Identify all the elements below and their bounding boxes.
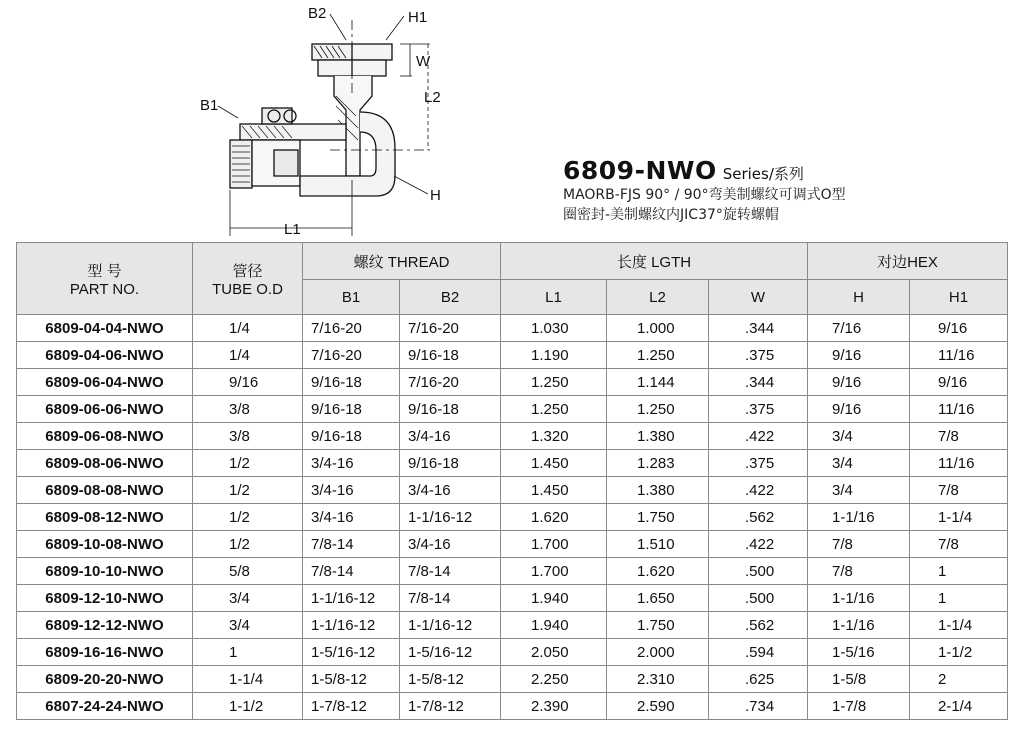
cell-l2: 1.620 xyxy=(607,558,709,585)
cell-l1: 1.450 xyxy=(501,450,607,477)
header-tube-od: 管径 TUBE O.D xyxy=(193,243,303,315)
header-part-no: 型 号 PART NO. xyxy=(17,243,193,315)
cell-h: 1-7/8 xyxy=(808,693,910,720)
cell-h1: 7/8 xyxy=(910,531,1008,558)
cell-l1: 1.700 xyxy=(501,531,607,558)
table-row xyxy=(17,531,1008,558)
cell-h1: 1 xyxy=(910,585,1008,612)
cell-w: .500 xyxy=(709,585,808,612)
table-row xyxy=(17,639,1008,666)
cell-b2: 1-5/8-12 xyxy=(400,666,501,693)
label-h: H xyxy=(430,187,441,204)
cell-h: 9/16 xyxy=(808,342,910,369)
cell-l1: 1.450 xyxy=(501,477,607,504)
cell-l2: 2.000 xyxy=(607,639,709,666)
cell-tube-od: 1 xyxy=(193,639,303,666)
cell-h1: 11/16 xyxy=(910,450,1008,477)
cell-b2: 3/4-16 xyxy=(400,531,501,558)
header-b1: B1 xyxy=(303,280,400,315)
cell-part-no: 6809-08-06-NWO xyxy=(17,450,193,477)
table-row xyxy=(17,315,1008,342)
cell-tube-od: 5/8 xyxy=(193,558,303,585)
cell-l1: 1.940 xyxy=(501,612,607,639)
cell-part-no: 6809-08-12-NWO xyxy=(17,504,193,531)
cell-l1: 1.940 xyxy=(501,585,607,612)
cell-part-no: 6809-06-08-NWO xyxy=(17,423,193,450)
cell-b2: 3/4-16 xyxy=(400,477,501,504)
series-title xyxy=(563,156,1003,185)
cell-h1: 7/8 xyxy=(910,477,1008,504)
cell-b1: 9/16-18 xyxy=(303,423,400,450)
cell-l2: 2.310 xyxy=(607,666,709,693)
cell-w: .422 xyxy=(709,477,808,504)
cell-h1: 9/16 xyxy=(910,369,1008,396)
cell-l2: 1.750 xyxy=(607,504,709,531)
cell-b1: 3/4-16 xyxy=(303,450,400,477)
table-body xyxy=(17,315,1008,720)
cell-w: .375 xyxy=(709,396,808,423)
cell-b2: 9/16-18 xyxy=(400,450,501,477)
cell-part-no: 6809-10-08-NWO xyxy=(17,531,193,558)
table-row xyxy=(17,396,1008,423)
cell-b1: 1-7/8-12 xyxy=(303,693,400,720)
cell-h: 3/4 xyxy=(808,450,910,477)
cell-h1: 1-1/4 xyxy=(910,504,1008,531)
cell-w: .500 xyxy=(709,558,808,585)
table-row xyxy=(17,342,1008,369)
cell-h1: 2-1/4 xyxy=(910,693,1008,720)
cell-l1: 1.320 xyxy=(501,423,607,450)
cell-b1: 1-1/16-12 xyxy=(303,612,400,639)
spec-table xyxy=(16,242,1008,720)
label-l2: L2 xyxy=(424,89,441,106)
header-l2: L2 xyxy=(607,280,709,315)
cell-part-no: 6809-12-12-NWO xyxy=(17,612,193,639)
header-thread: 螺纹 THREAD xyxy=(303,243,501,280)
cell-part-no: 6809-06-04-NWO xyxy=(17,369,193,396)
cell-h1: 1 xyxy=(910,558,1008,585)
table-row xyxy=(17,612,1008,639)
cell-h1: 1-1/2 xyxy=(910,639,1008,666)
cell-l1: 1.030 xyxy=(501,315,607,342)
cell-l1: 2.050 xyxy=(501,639,607,666)
cell-w: .734 xyxy=(709,693,808,720)
cell-tube-od: 1/4 xyxy=(193,315,303,342)
cell-tube-od: 3/4 xyxy=(193,612,303,639)
cell-h: 1-1/16 xyxy=(808,585,910,612)
cell-part-no: 6807-24-24-NWO xyxy=(17,693,193,720)
cell-b1: 7/8-14 xyxy=(303,531,400,558)
cell-b1: 1-5/8-12 xyxy=(303,666,400,693)
cell-h: 1-1/16 xyxy=(808,504,910,531)
cell-h: 3/4 xyxy=(808,423,910,450)
cell-tube-od: 1-1/2 xyxy=(193,693,303,720)
cell-b2: 9/16-18 xyxy=(400,342,501,369)
cell-l2: 1.250 xyxy=(607,342,709,369)
cell-b2: 1-7/8-12 xyxy=(400,693,501,720)
cell-l2: 1.000 xyxy=(607,315,709,342)
cell-tube-od: 1/2 xyxy=(193,504,303,531)
label-b1: B1 xyxy=(200,97,219,114)
cell-w: .422 xyxy=(709,423,808,450)
cell-w: .375 xyxy=(709,450,808,477)
label-l1: L1 xyxy=(284,221,301,238)
cell-b2: 7/16-20 xyxy=(400,315,501,342)
cell-b1: 7/16-20 xyxy=(303,315,400,342)
cell-h1: 7/8 xyxy=(910,423,1008,450)
cell-part-no: 6809-04-04-NWO xyxy=(17,315,193,342)
cell-b2: 7/8-14 xyxy=(400,558,501,585)
cell-tube-od: 9/16 xyxy=(193,369,303,396)
cell-h1: 11/16 xyxy=(910,342,1008,369)
description-line-1: MAORB-FJS 90° / 90°弯美制螺纹可调式O型 xyxy=(563,187,846,203)
cell-tube-od: 1/2 xyxy=(193,450,303,477)
cell-b2: 1-5/16-12 xyxy=(400,639,501,666)
table-row xyxy=(17,423,1008,450)
cell-l2: 1.750 xyxy=(607,612,709,639)
cell-part-no: 6809-08-08-NWO xyxy=(17,477,193,504)
cell-w: .625 xyxy=(709,666,808,693)
cell-h: 7/8 xyxy=(808,558,910,585)
cell-b2: 7/8-14 xyxy=(400,585,501,612)
cell-l2: 1.650 xyxy=(607,585,709,612)
fitting-drawing xyxy=(190,0,450,240)
cell-l2: 1.380 xyxy=(607,423,709,450)
header-h1: H1 xyxy=(910,280,1008,315)
table-row xyxy=(17,666,1008,693)
cell-b2: 7/16-20 xyxy=(400,369,501,396)
cell-h: 3/4 xyxy=(808,477,910,504)
label-w: W xyxy=(416,53,431,70)
cell-w: .562 xyxy=(709,612,808,639)
cell-w: .344 xyxy=(709,315,808,342)
cell-l2: 1.283 xyxy=(607,450,709,477)
cell-l1: 2.390 xyxy=(501,693,607,720)
cell-l2: 1.510 xyxy=(607,531,709,558)
table-row xyxy=(17,477,1008,504)
cell-h1: 2 xyxy=(910,666,1008,693)
cell-part-no: 6809-16-16-NWO xyxy=(17,639,193,666)
table-row xyxy=(17,585,1008,612)
cell-tube-od: 1-1/4 xyxy=(193,666,303,693)
cell-h: 7/8 xyxy=(808,531,910,558)
cell-h: 1-5/16 xyxy=(808,639,910,666)
cell-l1: 2.250 xyxy=(501,666,607,693)
cell-b2: 9/16-18 xyxy=(400,396,501,423)
cell-tube-od: 3/8 xyxy=(193,423,303,450)
cell-part-no: 6809-20-20-NWO xyxy=(17,666,193,693)
table-row xyxy=(17,450,1008,477)
cell-b1: 1-1/16-12 xyxy=(303,585,400,612)
cell-l2: 1.144 xyxy=(607,369,709,396)
cell-tube-od: 1/2 xyxy=(193,477,303,504)
cell-b2: 3/4-16 xyxy=(400,423,501,450)
header-w: W xyxy=(709,280,808,315)
cell-b1: 7/8-14 xyxy=(303,558,400,585)
table-row xyxy=(17,504,1008,531)
cell-l2: 1.380 xyxy=(607,477,709,504)
title-block xyxy=(563,156,1003,225)
header-l1: L1 xyxy=(501,280,607,315)
cell-part-no: 6809-10-10-NWO xyxy=(17,558,193,585)
description-line-2: 圈密封-美制螺纹内JIC37°旋转螺帽 xyxy=(563,207,779,223)
header-length: 长度 LGTH xyxy=(501,243,808,280)
cell-b1: 3/4-16 xyxy=(303,504,400,531)
cell-h: 9/16 xyxy=(808,396,910,423)
cell-tube-od: 3/4 xyxy=(193,585,303,612)
cell-part-no: 6809-06-06-NWO xyxy=(17,396,193,423)
cell-w: .562 xyxy=(709,504,808,531)
cell-b1: 7/16-20 xyxy=(303,342,400,369)
header-hex: 对边HEX xyxy=(808,243,1008,280)
cell-h1: 11/16 xyxy=(910,396,1008,423)
cell-w: .375 xyxy=(709,342,808,369)
header-h: H xyxy=(808,280,910,315)
cell-b2: 1-1/16-12 xyxy=(400,504,501,531)
table-row xyxy=(17,693,1008,720)
cell-h: 7/16 xyxy=(808,315,910,342)
cell-h1: 1-1/4 xyxy=(910,612,1008,639)
cell-l2: 2.590 xyxy=(607,693,709,720)
table-row xyxy=(17,369,1008,396)
series-number: 6809-NWO xyxy=(563,156,717,185)
cell-w: .422 xyxy=(709,531,808,558)
cell-b1: 9/16-18 xyxy=(303,369,400,396)
cell-tube-od: 1/2 xyxy=(193,531,303,558)
table-row xyxy=(17,558,1008,585)
header-b2: B2 xyxy=(400,280,501,315)
cell-part-no: 6809-04-06-NWO xyxy=(17,342,193,369)
cell-tube-od: 3/8 xyxy=(193,396,303,423)
cell-l1: 1.700 xyxy=(501,558,607,585)
cell-l1: 1.250 xyxy=(501,396,607,423)
series-suffix: Series/系列 xyxy=(722,165,804,183)
cell-b1: 3/4-16 xyxy=(303,477,400,504)
cell-l1: 1.620 xyxy=(501,504,607,531)
cell-part-no: 6809-12-10-NWO xyxy=(17,585,193,612)
cell-l1: 1.190 xyxy=(501,342,607,369)
cell-h: 1-1/16 xyxy=(808,612,910,639)
label-h1: H1 xyxy=(408,9,428,26)
cell-l2: 1.250 xyxy=(607,396,709,423)
cell-h1: 9/16 xyxy=(910,315,1008,342)
cell-b1: 9/16-18 xyxy=(303,396,400,423)
cell-tube-od: 1/4 xyxy=(193,342,303,369)
cell-h: 1-5/8 xyxy=(808,666,910,693)
cell-b1: 1-5/16-12 xyxy=(303,639,400,666)
cell-h: 9/16 xyxy=(808,369,910,396)
cell-w: .344 xyxy=(709,369,808,396)
cell-b2: 1-1/16-12 xyxy=(400,612,501,639)
cell-w: .594 xyxy=(709,639,808,666)
label-b2: B2 xyxy=(308,5,327,22)
cell-l1: 1.250 xyxy=(501,369,607,396)
